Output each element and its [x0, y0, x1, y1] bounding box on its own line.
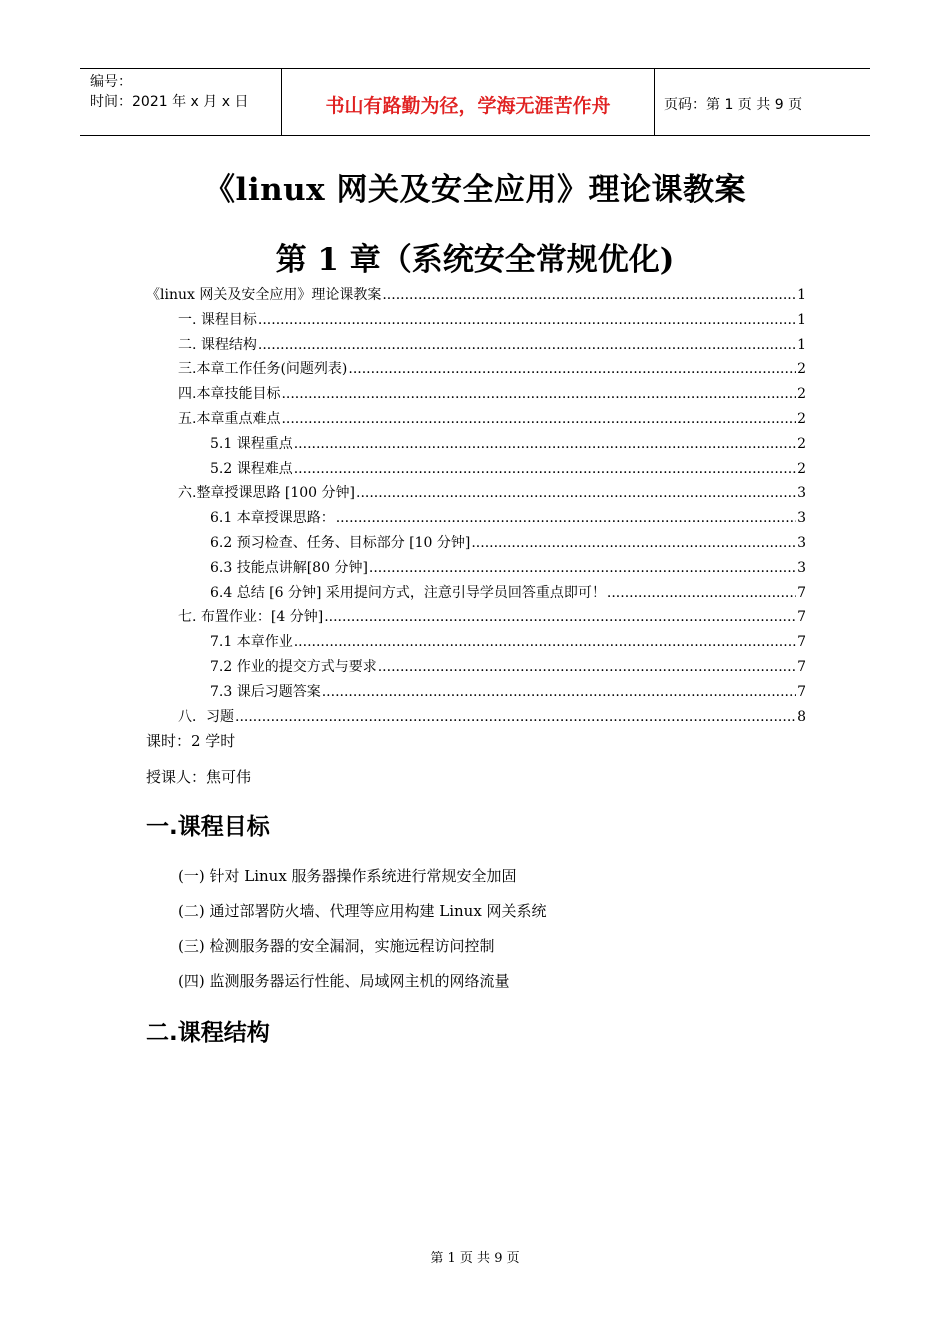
toc-entry-label: 7.3 课后习题答案	[210, 683, 321, 700]
toc-entry[interactable]	[146, 308, 806, 333]
toc-entry-label: 6.4 总结 [6 分钟] 采用提问方式，注意引导学员回答重点即可！	[210, 584, 606, 601]
toc-entry-page: 7	[797, 609, 806, 626]
toc-entry-label: 6.3 技能点讲解[80 分钟]	[210, 559, 368, 576]
teacher: 授课人：焦可伟	[146, 768, 252, 786]
toc-leader-dots	[281, 382, 796, 407]
toc-entry-page: 2	[797, 361, 806, 378]
toc-entry-page: 1	[797, 311, 806, 328]
toc-leader-dots	[356, 481, 796, 506]
toc-entry[interactable]	[146, 283, 806, 308]
toc-entry-label: 五.本章重点难点	[178, 410, 281, 427]
chapter-title: 第 1 章（系统安全常规优化)	[275, 242, 675, 278]
toc-entry-label: 《linux 网关及安全应用》理论课教案	[146, 287, 382, 303]
toc-entry-page: 7	[797, 584, 806, 601]
toc-leader-dots	[471, 531, 796, 556]
toc-leader-dots	[607, 581, 796, 606]
toc-entry-page: 3	[797, 510, 806, 527]
toc-entry-label: 六.整章授课思路 [100 分钟]	[178, 485, 355, 502]
toc-leader-dots	[258, 308, 796, 333]
toc-entry[interactable]	[146, 605, 806, 630]
toc-entry-page: 3	[797, 534, 806, 551]
toc-entry-label: 7.2 作业的提交方式与要求	[210, 658, 377, 675]
toc-entry[interactable]	[146, 705, 806, 730]
toc-entry-page: 3	[797, 559, 806, 576]
number-label: 编号：	[90, 74, 132, 90]
toc-leader-dots	[348, 357, 796, 382]
toc-leader-dots	[369, 556, 796, 581]
toc-entry-label: 七. 布置作业：[4 分钟]	[178, 609, 324, 626]
toc-entry-label: 四.本章技能目标	[178, 386, 281, 403]
toc-entry[interactable]	[146, 630, 806, 655]
toc-leader-dots	[378, 655, 796, 680]
toc-leader-dots	[294, 432, 796, 457]
table-of-contents	[146, 283, 806, 729]
section-heading-goals: 一.课程目标	[146, 814, 270, 840]
toc-leader-dots	[336, 506, 796, 531]
time-label: 时间：2021 年 x 月 x 日	[90, 94, 249, 110]
toc-entry-page: 7	[797, 634, 806, 651]
toc-entry-label: 二. 课程结构	[178, 336, 257, 353]
toc-entry-page: 2	[797, 410, 806, 427]
motto: 书山有路勤为径，学海无涯苦作舟	[282, 69, 655, 135]
page-footer: 第 1 页 共 9 页	[430, 1251, 520, 1266]
toc-entry-label: 6.2 预习检查、任务、目标部分 [10 分钟]	[210, 534, 471, 551]
toc-entry[interactable]	[146, 457, 806, 482]
toc-entry-label: 5.2 课程难点	[210, 460, 293, 477]
toc-entry[interactable]	[146, 432, 806, 457]
document-title: 《linux 网关及安全应用》理论课教案	[204, 172, 746, 208]
toc-entry[interactable]	[146, 581, 806, 606]
toc-entry-page: 2	[797, 460, 806, 477]
toc-entry-page: 1	[797, 336, 806, 353]
toc-entry-page: 1	[797, 287, 806, 303]
toc-entry-label: 八．习题	[178, 708, 234, 725]
goal-item: (四) 监测服务器运行性能、局域网主机的网络流量	[178, 972, 510, 990]
class-hours: 课时：2 学时	[146, 732, 236, 750]
toc-entry[interactable]	[146, 333, 806, 358]
toc-entry-page: 7	[797, 683, 806, 700]
toc-leader-dots	[324, 605, 796, 630]
toc-entry[interactable]	[146, 556, 806, 581]
toc-entry-page: 7	[797, 658, 806, 675]
toc-entry[interactable]	[146, 357, 806, 382]
header-table	[80, 68, 870, 136]
toc-leader-dots	[235, 705, 796, 730]
toc-leader-dots	[281, 407, 796, 432]
toc-entry[interactable]	[146, 481, 806, 506]
toc-entry-label: 一. 课程目标	[178, 311, 257, 328]
toc-entry[interactable]	[146, 655, 806, 680]
toc-entry-page: 2	[797, 435, 806, 452]
toc-leader-dots	[294, 630, 796, 655]
toc-leader-dots	[258, 333, 796, 358]
toc-entry-label: 7.1 本章作业	[210, 634, 293, 651]
toc-leader-dots	[294, 457, 796, 482]
goal-item: (二) 通过部署防火墙、代理等应用构建 Linux 网关系统	[178, 902, 547, 920]
toc-entry-page: 2	[797, 386, 806, 403]
toc-entry[interactable]	[146, 506, 806, 531]
goal-item: (一) 针对 Linux 服务器操作系统进行常规安全加固	[178, 867, 517, 885]
toc-leader-dots	[382, 283, 796, 308]
goal-item: (三) 检测服务器的安全漏洞，实施远程访问控制	[178, 937, 495, 955]
toc-entry[interactable]	[146, 531, 806, 556]
page-info: 页码：第 1 页 共 9 页	[664, 96, 803, 113]
toc-leader-dots	[322, 680, 796, 705]
toc-entry[interactable]	[146, 407, 806, 432]
toc-entry[interactable]	[146, 680, 806, 705]
toc-entry[interactable]	[146, 382, 806, 407]
toc-entry-page: 3	[797, 485, 806, 502]
toc-entry-label: 5.1 课程重点	[210, 435, 293, 452]
toc-entry-page: 8	[797, 708, 806, 725]
toc-entry-label: 6.1 本章授课思路：	[210, 510, 335, 527]
toc-entry-label: 三.本章工作任务(问题列表)	[178, 361, 348, 378]
header-left-cell	[80, 69, 282, 135]
section-heading-structure: 二.课程结构	[146, 1020, 270, 1046]
